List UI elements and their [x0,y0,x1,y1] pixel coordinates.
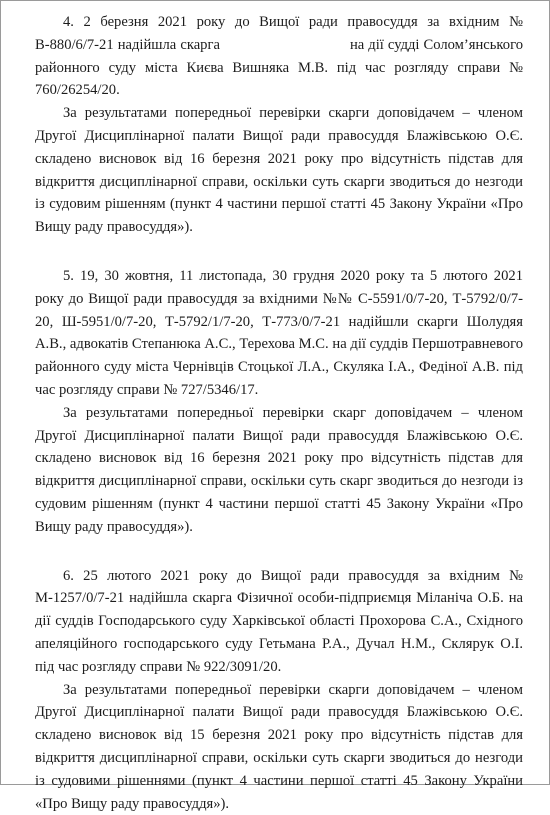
complaint-paragraph-6: 6. 25 лютого 2021 року до Вищої ради правосуддя за вхідним № М-1257/0/7-21 надійшла скарга Фізичної особи-підприємця Міланіча О.Б. на дії суддів Господарського суду Харківської області Прохорова С.А., Східного апеляційного господарського суду Гетьмана Р.А., Дучал Н.М., Склярук О.І. під час розгляду справи № 922/3091/20. [35,567,523,675]
section-spacer [35,239,523,265]
complaint-paragraph-5: 5. 19, 30 жовтня, 11 листопада, 30 грудня 2020 року та 5 лютого 2021 року до Вищої ради правосуддя за вхідними №№ С-5591/0/7-20, Т-5792/0/7-20, Ш-5951/0/7-20, Т-5792/1/7-20, Т-773/0/7-21 надійшли скарги Шолудяя А.В., адвокатів Степанюка А.С., Терехова М.С. на дії суддів Першотравневого районного суду міста Чернівців Стоцької Л.А., Скуляка І.А., Федіної А.В. під час розгляду справи № 727/5346/17. [35,267,523,398]
conclusion-paragraph-5: За результатами попередньої перевірки скарг доповідачем – членом Другої Дисциплінарної палати Вищої ради правосуддя Блажівською О.Є. складено висновок від 16 березня 2021 року про відсутність підстав для відкриття дисциплінарної справи, оскільки суть скарг зводиться до незгоди із судовим рішенням (пункт 4 частини першої статті 45 Закону України «Про Вищу раду правосуддя»). [35,404,523,535]
document-body [35,11,527,815]
conclusion-paragraph-4: За результатами попередньої перевірки скарги доповідачем – членом Другої Дисциплінарної палати Вищої ради правосуддя Блажівською О.Є. складено висновок від 16 березня 2021 року про відсутність підстав для відкриття дисциплінарної справи, оскільки суть скарги зводиться до незгоди із судовим рішенням (пункт 4 частини першої статті 45 Закону України «Про Вищу раду правосуддя»). [35,105,523,236]
section-spacer [35,539,523,565]
complaint-paragraph-4: 4. 2 березня 2021 року до Вищої ради правосуддя за вхідним № В-880/6/7-21 надійшла скарга на дії судді Солом’янського районного суду міста Києва Вишняка М.В. під час розгляду справи № 760/26254/20. [35,14,527,99]
conclusion-paragraph-6: За результатами попередньої перевірки скарги доповідачем – членом Другої Дисциплінарної палати Вищої ради правосуддя Блажівською О.Є. складено висновок від 15 березня 2021 року про відсутність підстав для відкриття дисциплінарної справи, оскільки суть скарги зводиться до незгоди із судовими рішеннями (пункт 4 частини першої статті 45 Закону України «Про Вищу раду правосуддя»). [35,681,523,812]
